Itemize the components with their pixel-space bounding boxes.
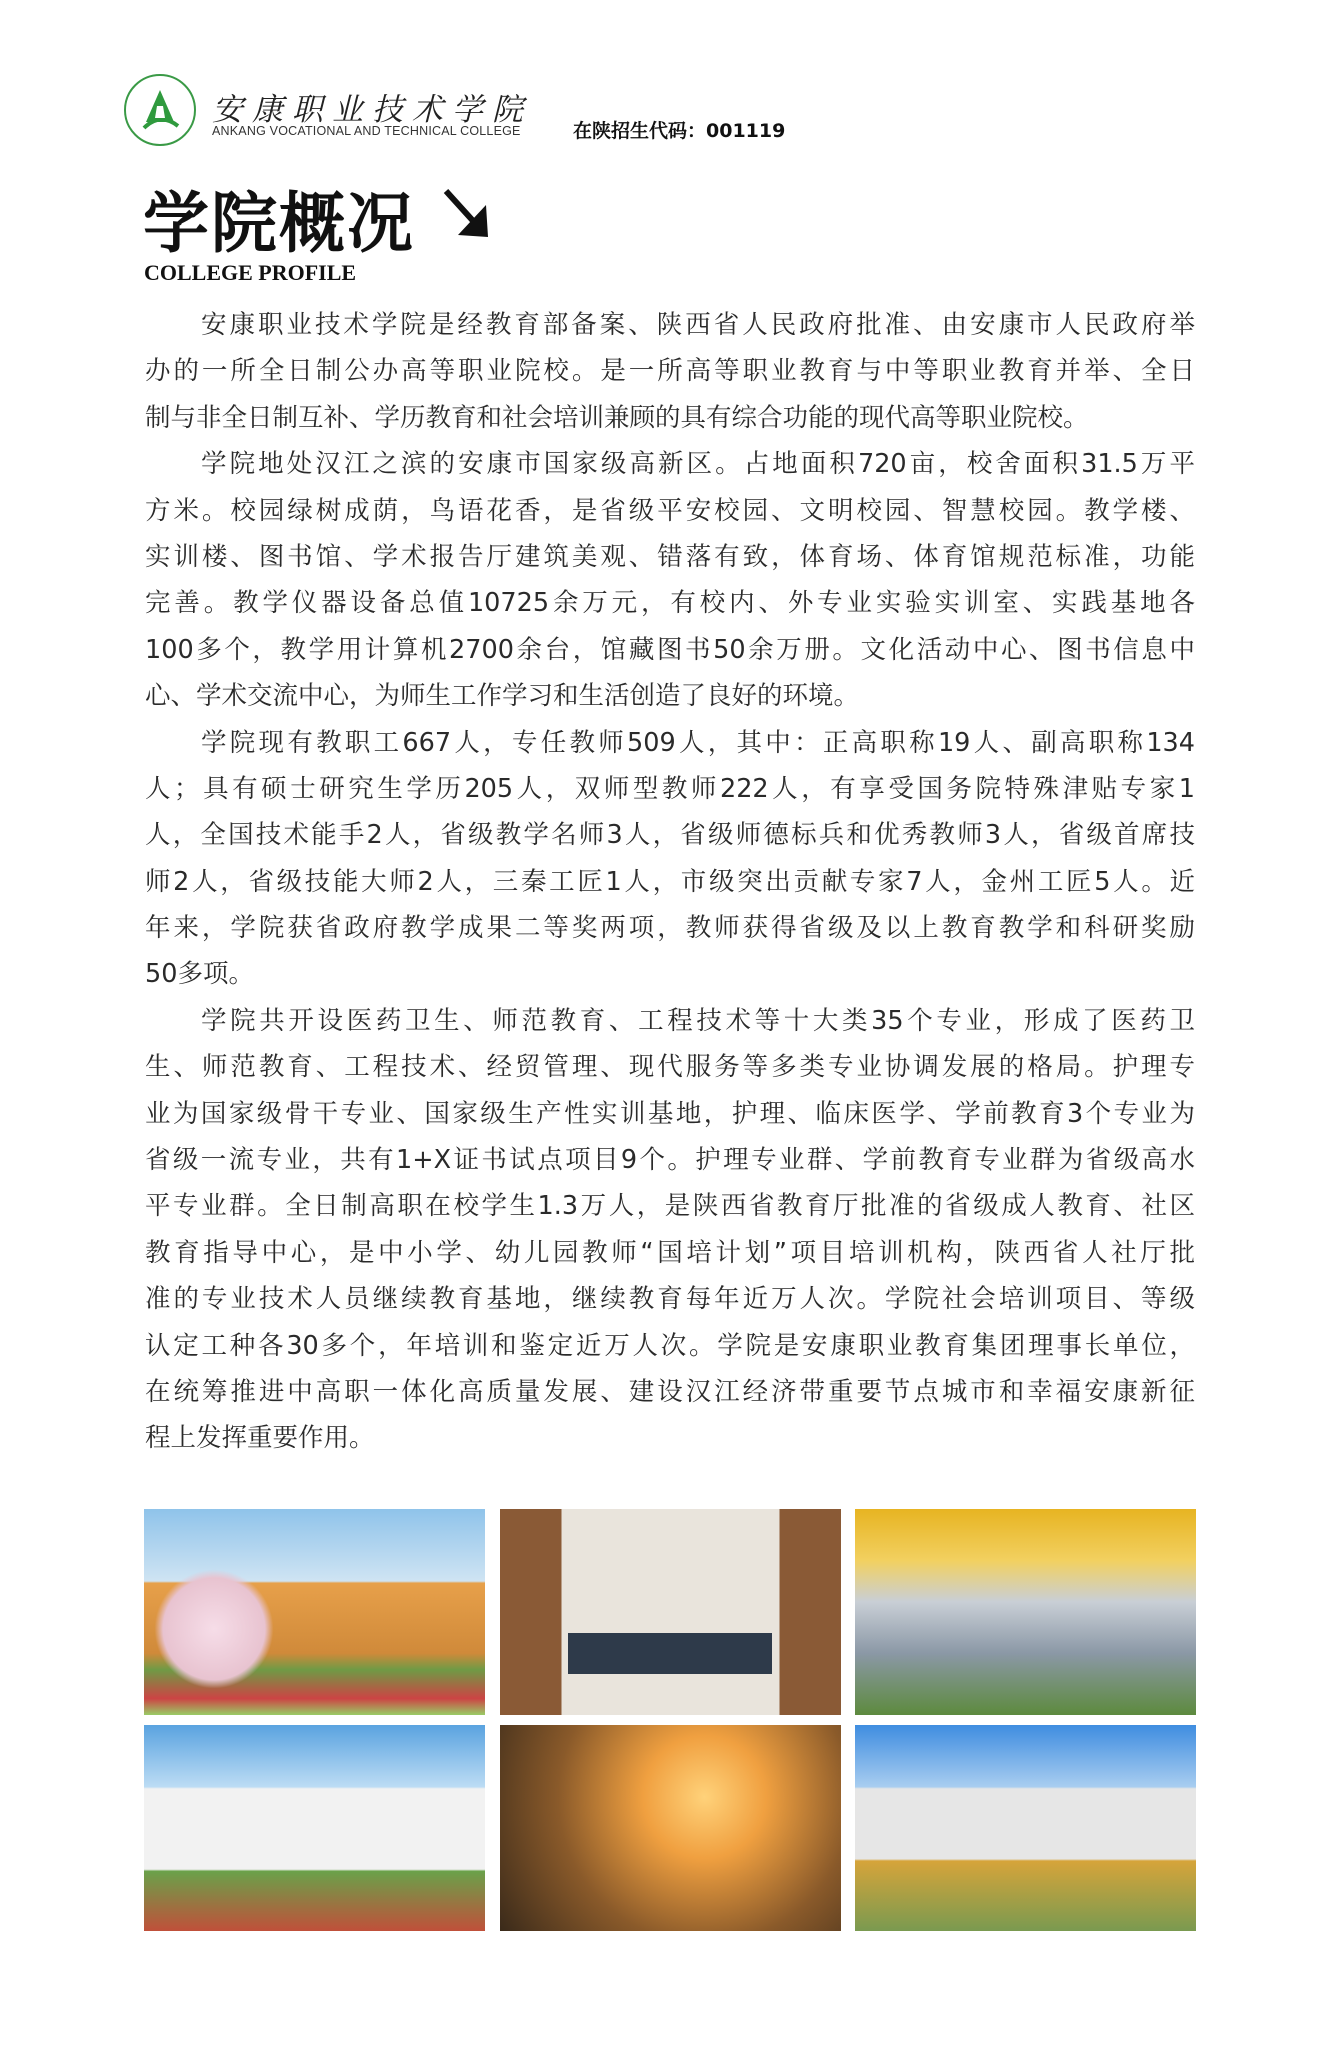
photo-campus-building xyxy=(144,1509,485,1715)
text-line: 认定工种各30多个，年培训和鉴定近万人次。学院是安康职业教育集团理事长单位， xyxy=(145,1330,1195,1361)
text-line: 学院地处汉江之滨的安康市国家级高新区。占地面积720亩，校舍面积31.5万平 xyxy=(201,449,1195,480)
text-line: 制与非全日制互补、学历教育和社会培训兼顾的具有综合功能的现代高等职业院校。 xyxy=(145,402,1089,433)
paragraph xyxy=(145,720,1195,998)
text-line: 年来，学院获省政府教学成果二等奖两项，教师获得省级及以上教育教学和科研奖励 xyxy=(145,913,1195,944)
text-line: 心、学术交流中心，为师生工作学习和生活创造了良好的环境。 xyxy=(145,681,860,712)
photo-gymnasium xyxy=(144,1725,485,1931)
profile-text xyxy=(145,302,1195,1462)
photo-sunset-reading xyxy=(500,1725,841,1931)
enrollment-code: 在陕招生代码：001119 xyxy=(573,120,786,142)
text-line: 平专业群。全日制高职在校学生1.3万人，是陕西省教育厅批准的省级成人教育、社区 xyxy=(145,1191,1195,1222)
text-line: 生、师范教育、工程技术、经贸管理、现代服务等多类专业协调发展的格局。护理专 xyxy=(145,1052,1195,1083)
text-line: 程上发挥重要作用。 xyxy=(145,1423,375,1454)
text-line: 省级一流专业，共有1+X证书试点项目9个。护理专业群、学前教育专业群为省级高水 xyxy=(145,1145,1195,1176)
text-line: 办的一所全日制公办高等职业院校。是一所高等职业教育与中等职业教育并举、全日 xyxy=(145,356,1195,387)
text-line: 实训楼、图书馆、学术报告厅建筑美观、错落有致，体育场、体育馆规范标准，功能 xyxy=(145,541,1195,572)
text-line: 人，全国技术能手2人，省级教学名师3人，省级师德标兵和优秀教师3人，省级首席技 xyxy=(145,820,1195,851)
text-line: 50多项。 xyxy=(145,959,254,990)
text-line: 在统筹推进中高职一体化高质量发展、建设汉江经济带重要节点城市和幸福安康新征 xyxy=(145,1376,1195,1407)
college-logo xyxy=(124,74,196,146)
photo-ginkgo-stairs xyxy=(855,1509,1196,1715)
photo-main-building xyxy=(855,1725,1196,1931)
text-line: 人；具有硕士研究生学历205人，双师型教师222人，有享受国务院特殊津贴专家1 xyxy=(145,773,1195,804)
paragraph xyxy=(145,302,1195,441)
photo-gallery xyxy=(144,1509,1196,1931)
paragraph xyxy=(145,441,1195,719)
paragraph xyxy=(145,998,1195,1462)
mountain-river-icon xyxy=(140,88,180,132)
arrow-down-right-icon xyxy=(440,183,494,243)
section-subtitle: COLLEGE PROFILE xyxy=(144,260,357,285)
school-name-cn: 安康职业技术学院 xyxy=(212,92,532,128)
text-line: 安康职业技术学院是经教育部备案、陕西省人民政府批准、由安康市人民政府举 xyxy=(201,310,1195,340)
text-line: 100多个，教学用计算机2700余台，馆藏图书50余万册。文化活动中心、图书信息中 xyxy=(145,634,1195,665)
text-line: 教育指导中心，是中小学、幼儿园教师“国培计划”项目培训机构，陕西省人社厅批 xyxy=(145,1237,1195,1268)
text-line: 方米。校园绿树成荫，鸟语花香，是省级平安校园、文明校园、智慧校园。教学楼、 xyxy=(145,495,1195,526)
text-line: 学院现有教职工667人，专任教师509人，其中：正高职称19人、副高职称134 xyxy=(201,727,1195,758)
photo-library-reading xyxy=(500,1509,841,1715)
text-line: 准的专业技术人员继续教育基地，继续教育每年近万人次。学院社会培训项目、等级 xyxy=(145,1284,1195,1315)
school-name-en: ANKANG VOCATIONAL AND TECHNICAL COLLEGE xyxy=(212,124,521,138)
text-line: 完善。教学仪器设备总值10725余万元，有校内、外专业实验实训室、实践基地各 xyxy=(145,588,1195,619)
text-line: 业为国家级骨干专业、国家级生产性实训基地，护理、临床医学、学前教育3个专业为 xyxy=(145,1098,1195,1129)
text-line: 师2人，省级技能大师2人，三秦工匠1人，市级突出贡献专家7人，金州工匠5人。近 xyxy=(145,866,1195,897)
section-title: 学院概况 xyxy=(143,184,415,262)
text-line: 学院共开设医药卫生、师范教育、工程技术等十大类35个专业，形成了医药卫 xyxy=(201,1005,1195,1036)
